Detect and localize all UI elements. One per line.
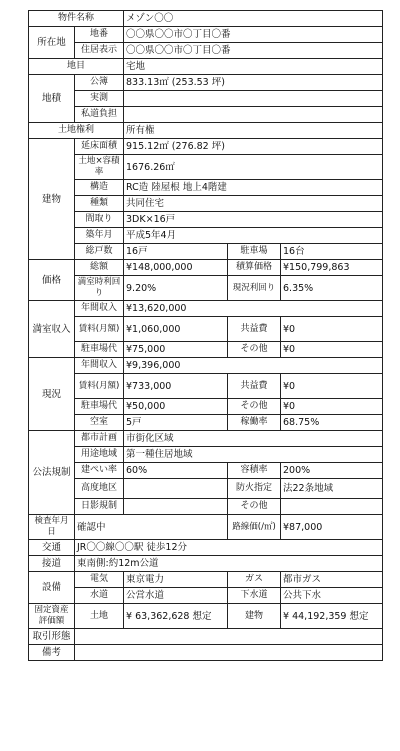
- current-rent-value: ¥733,000: [124, 374, 228, 399]
- total-price-label: 総額: [75, 260, 124, 276]
- structure-label: 構造: [75, 180, 124, 196]
- current-rent-label: 賃料(月額): [75, 374, 124, 399]
- actual-area-value: [124, 91, 383, 107]
- current-parking-label: 駐車場代: [75, 399, 124, 415]
- lot-label: 地番: [75, 27, 124, 43]
- coverage-label: 建ぺい率: [75, 463, 124, 479]
- property-sheet: [28, 10, 383, 661]
- land-category-value: 宅地: [124, 59, 383, 75]
- full-other-value: ¥0: [281, 342, 383, 358]
- parking-count-label: 駐車場: [228, 244, 281, 260]
- transaction-label: 取引形態: [29, 629, 75, 645]
- full-income-label: 満室収入: [29, 301, 75, 358]
- full-parking-label: 駐車場代: [75, 342, 124, 358]
- type-value: 共同住宅: [124, 196, 383, 212]
- city-plan-label: 都市計画: [75, 431, 124, 447]
- land-ratio-label: 土地×容積率: [75, 155, 124, 180]
- units-value: 16戸: [124, 244, 228, 260]
- official-area-label: 公簿: [75, 75, 124, 91]
- electric-value: 東京電力: [124, 572, 228, 588]
- built-label: 築年月: [75, 228, 124, 244]
- water-label: 水道: [75, 588, 124, 604]
- land-area-label: 地積: [29, 75, 75, 123]
- full-rent-value: ¥1,060,000: [124, 317, 228, 342]
- floor-area-label: 延床面積: [75, 139, 124, 155]
- current-other-value: ¥0: [281, 399, 383, 415]
- assess-land-label: 土地: [75, 604, 124, 629]
- full-common-label: 共益費: [228, 317, 281, 342]
- full-yield-label: 満室時利回り: [75, 276, 124, 301]
- total-price-value: ¥148,000,000: [124, 260, 228, 276]
- layout-label: 間取り: [75, 212, 124, 228]
- location-label: 所在地: [29, 27, 75, 59]
- full-common-value: ¥0: [281, 317, 383, 342]
- units-label: 総戸数: [75, 244, 124, 260]
- reg-other-value: [281, 499, 383, 515]
- electric-label: 電気: [75, 572, 124, 588]
- fire-value: 法22条地域: [281, 479, 383, 499]
- building-label: 建物: [29, 139, 75, 260]
- remarks-value: [75, 645, 383, 661]
- vacancy-label: 空室: [75, 415, 124, 431]
- full-annual-label: 年間収入: [75, 301, 124, 317]
- fire-label: 防火指定: [228, 479, 281, 499]
- official-area-value: 833.13㎡ (253.53 坪): [124, 75, 383, 91]
- coverage-value: 60%: [124, 463, 228, 479]
- occupancy-value: 68.75%: [281, 415, 383, 431]
- reg-other-label: その他: [228, 499, 281, 515]
- full-yield-value: 9.20%: [124, 276, 228, 301]
- road-value: 東南側:約12m公道: [75, 556, 383, 572]
- regulations-label: 公法規制: [29, 431, 75, 515]
- zoning-label: 用途地域: [75, 447, 124, 463]
- current-parking-value: ¥50,000: [124, 399, 228, 415]
- city-plan-value: 市街化区域: [124, 431, 383, 447]
- private-road-label: 私道負担: [75, 107, 124, 123]
- full-rent-label: 賃料(月額): [75, 317, 124, 342]
- zoning-value: 第一種住居地域: [124, 447, 383, 463]
- shadow-label: 日影規制: [75, 499, 124, 515]
- address-label: 住居表示: [75, 43, 124, 59]
- water-value: 公営水道: [124, 588, 228, 604]
- built-value: 平成5年4月: [124, 228, 383, 244]
- traffic-value: JR〇〇線〇〇駅 徒歩12分: [75, 540, 383, 556]
- land-category-label: 地目: [29, 59, 124, 75]
- floor-area-value: 915.12㎡ (276.82 坪): [124, 139, 383, 155]
- estimated-price-label: 積算価格: [228, 260, 281, 276]
- land-right-label: 土地権利: [29, 123, 124, 139]
- lot-value: 〇〇県〇〇市〇丁目〇番: [124, 27, 383, 43]
- full-other-label: その他: [228, 342, 281, 358]
- height-label: 高度地区: [75, 479, 124, 499]
- price-label: 価格: [29, 260, 75, 301]
- shadow-value: [124, 499, 228, 515]
- current-other-label: その他: [228, 399, 281, 415]
- gas-label: ガス: [228, 572, 281, 588]
- assess-bldg-value: ¥ 44,192,359 想定: [281, 604, 383, 629]
- property-name-value: メゾン〇〇: [124, 11, 383, 27]
- sewer-value: 公共下水: [281, 588, 383, 604]
- current-label: 現況: [29, 358, 75, 431]
- inspection-label: 検査年月日: [29, 515, 75, 540]
- assessment-label: 固定資産評価額: [29, 604, 75, 629]
- type-label: 種類: [75, 196, 124, 212]
- assess-land-value: ¥ 63,362,628 想定: [124, 604, 228, 629]
- full-annual-value: ¥13,620,000: [124, 301, 383, 317]
- private-road-value: [124, 107, 383, 123]
- land-right-value: 所有権: [124, 123, 383, 139]
- inspection-value: 確認中: [75, 515, 228, 540]
- layout-value: 3DK×16戸: [124, 212, 383, 228]
- structure-value: RC造 陸屋根 地上4階建: [124, 180, 383, 196]
- traffic-label: 交通: [29, 540, 75, 556]
- far-label: 容積率: [228, 463, 281, 479]
- current-common-label: 共益費: [228, 374, 281, 399]
- height-value: [124, 479, 228, 499]
- occupancy-label: 稼働率: [228, 415, 281, 431]
- road-price-value: ¥87,000: [281, 515, 383, 540]
- current-common-value: ¥0: [281, 374, 383, 399]
- remarks-label: 備考: [29, 645, 75, 661]
- current-yield-label: 現況利回り: [228, 276, 281, 301]
- address-value: 〇〇県〇〇市〇丁目〇番: [124, 43, 383, 59]
- full-parking-value: ¥75,000: [124, 342, 228, 358]
- land-ratio-value: 1676.26㎡: [124, 155, 383, 180]
- current-yield-value: 6.35%: [281, 276, 383, 301]
- current-annual-value: ¥9,396,000: [124, 358, 383, 374]
- vacancy-value: 5戸: [124, 415, 228, 431]
- row-property-name: [29, 11, 383, 27]
- property-name-label: 物件名称: [29, 11, 124, 27]
- far-value: 200%: [281, 463, 383, 479]
- facilities-label: 設備: [29, 572, 75, 604]
- actual-area-label: 実測: [75, 91, 124, 107]
- road-label: 接道: [29, 556, 75, 572]
- road-price-label: 路線価(/㎡): [228, 515, 281, 540]
- current-annual-label: 年間収入: [75, 358, 124, 374]
- parking-count-value: 16台: [281, 244, 383, 260]
- gas-value: 都市ガス: [281, 572, 383, 588]
- assess-bldg-label: 建物: [228, 604, 281, 629]
- estimated-price-value: ¥150,799,863: [281, 260, 383, 276]
- sewer-label: 下水道: [228, 588, 281, 604]
- transaction-value: [75, 629, 383, 645]
